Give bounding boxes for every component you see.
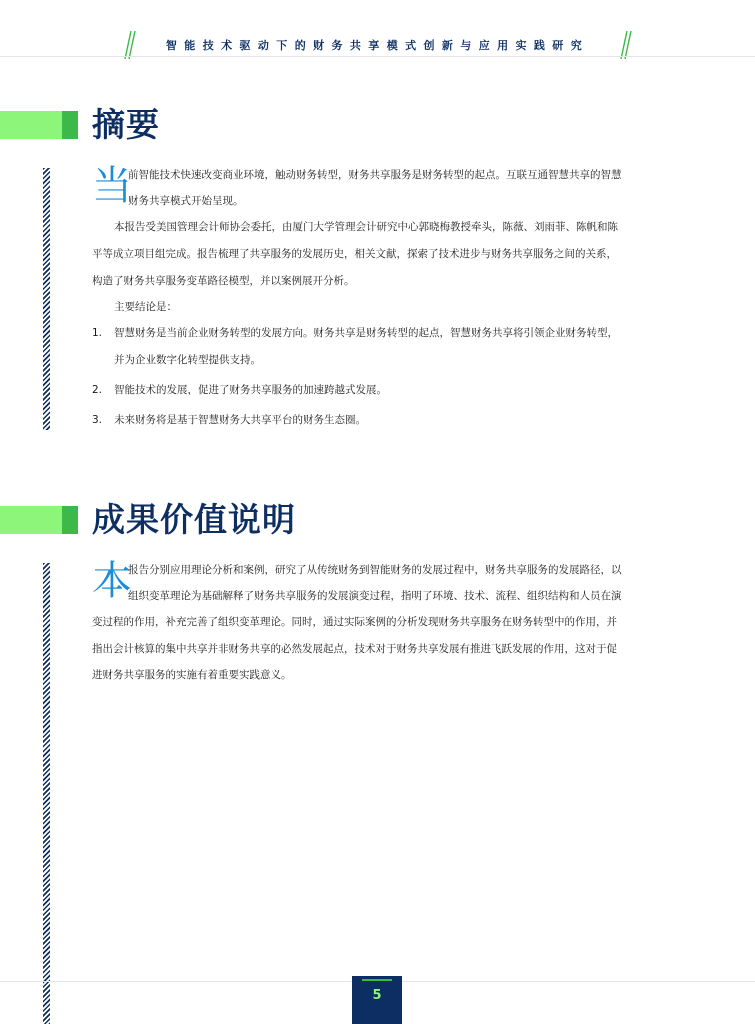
abstract-p2-line1: 本报告受美国管理会计师协会委托，由厦门大学管理会计研究中心郭晓梅教授牵头，陈薇、刘雨菲、陈帆和陈 xyxy=(114,221,618,233)
abstract-p2-line3: 构造了财务共享服务变革路径模型，并以案例展开分析。 xyxy=(92,275,355,287)
page-number-box xyxy=(352,976,402,1024)
running-header-title: 智能技术驱动下的财务共享模式创新与应用实践研究 xyxy=(165,39,590,52)
abstract-heading: 摘要 xyxy=(92,105,160,144)
value-line1: 报告分别应用理论分析和案例，研究了从传统财务到智能财务的发展过程中，财务共享服务的发展路径，以 xyxy=(128,564,622,576)
list-item-1-line1: 智慧财务是当前企业财务转型的发展方向。财务共享是财务转型的起点，智慧财务共享将引领企业财务转型， xyxy=(114,327,618,339)
value-line2: 组织变革理论为基础解释了财务共享服务的发展演变过程，指明了环境、技术、流程、组织结构和人员在演 xyxy=(128,590,622,602)
value-line4: 指出会计核算的集中共享并非财务共享的必然发展起点，技术对于财务共享发展有推进飞跃发展的作用，这对于促 xyxy=(92,643,617,655)
value-line3: 变过程的作用，补充完善了组织变革理论。同时，通过实际案例的分析发现财务共享服务在财务转型中的作用，并 xyxy=(92,616,617,628)
list-number: 1. xyxy=(92,327,103,339)
abstract-conclusion-intro: 主要结论是： xyxy=(114,301,177,313)
value-section-bar xyxy=(0,506,78,534)
list-item-1-line2: 并为企业数字化转型提供支持。 xyxy=(114,354,261,366)
list-number: 3. xyxy=(92,414,103,426)
list-item-2-line1: 智能技术的发展，促进了财务共享服务的加速跨越式发展。 xyxy=(114,384,387,396)
abstract-p1-line2: 财务共享模式开始呈现。 xyxy=(128,195,244,207)
header-rule xyxy=(0,56,755,57)
abstract-p2-line2: 平等成立项目组完成。报告梳理了共享服务的发展历史，相关文献，探索了技术进步与财务共享服务之间的关系， xyxy=(92,248,617,260)
abstract-p1-line1: 前智能技术快速改变商业环境，触动财务转型，财务共享服务是财务转型的起点。互联互通智慧共享的智慧 xyxy=(128,169,622,181)
value-line5: 进财务共享服务的实施有着重要实践意义。 xyxy=(92,669,292,681)
abstract-dropcap: 当 xyxy=(92,163,132,209)
value-heading: 成果价值说明 xyxy=(92,500,296,539)
list-number: 2. xyxy=(92,384,103,396)
abstract-section-bar xyxy=(0,111,78,139)
value-dropcap: 本 xyxy=(92,558,132,604)
page-number: 5 xyxy=(372,988,382,1003)
list-item-3-line1: 未来财务将是基于智慧财务大共享平台的财务生态圈。 xyxy=(114,414,366,426)
abstract-hatch-decoration xyxy=(43,168,50,430)
value-hatch-decoration xyxy=(43,563,50,1024)
